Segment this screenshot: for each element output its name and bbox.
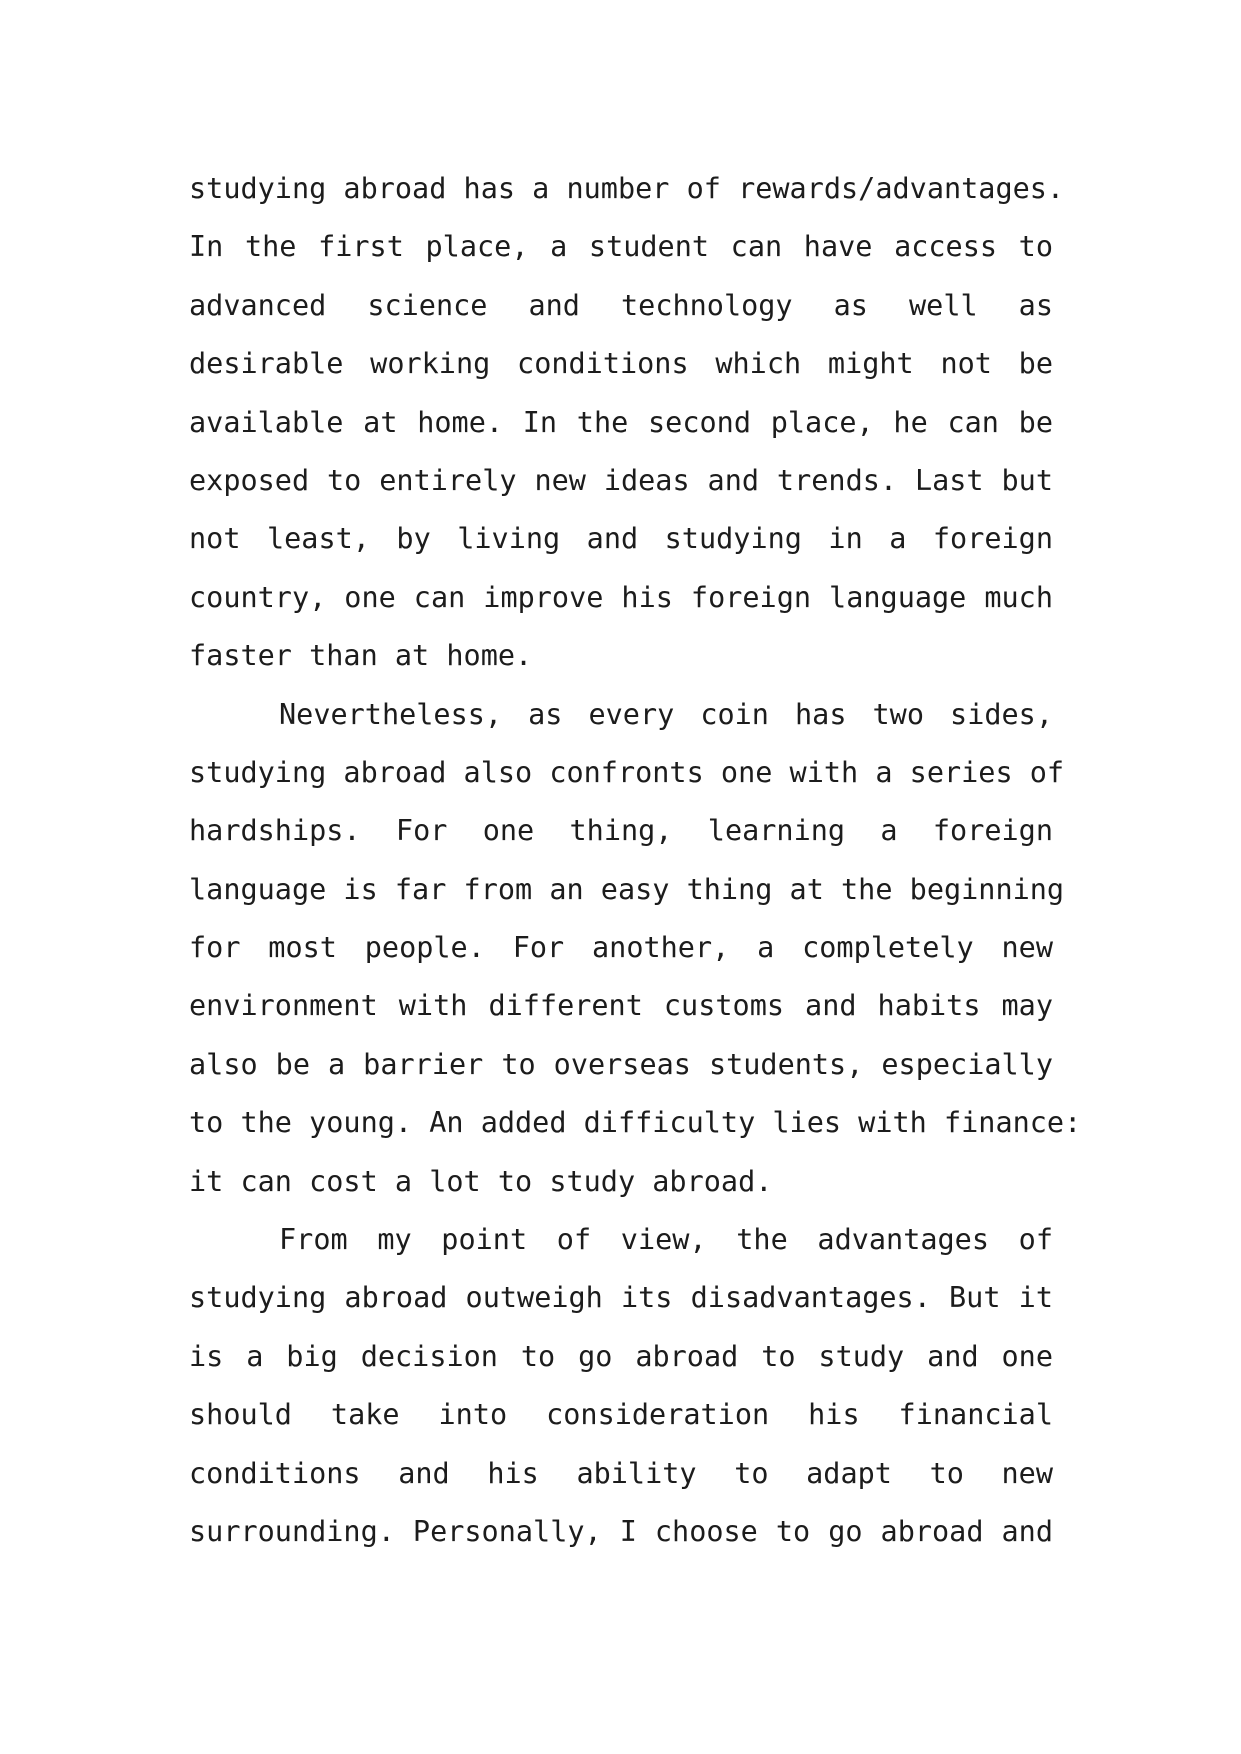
essay-body: [189, 160, 1082, 1561]
text-line: surrounding. Personally, I choose to go abroad and: [189, 1514, 1053, 1548]
paragraph-conclusion: [189, 1211, 1053, 1561]
text-line: it can cost a lot to study abroad.: [189, 1164, 773, 1198]
text-line: From my point of view, the advantages of: [279, 1223, 1053, 1257]
text-line: country, one can improve his foreign language much: [189, 580, 1053, 614]
text-line: advanced science and technology as well as: [189, 288, 1053, 322]
text-line: is a big decision to go abroad to study and one: [189, 1339, 1053, 1373]
text-line: studying abroad has a number of rewards/advantages.: [189, 172, 1065, 205]
text-line: desirable working conditions which might not be: [189, 347, 1053, 381]
text-line: not least, by living and studying in a foreign: [189, 522, 1053, 556]
text-line: Nevertheless, as every coin has two sides,: [279, 697, 1053, 731]
text-line: should take into consideration his financial: [189, 1398, 1053, 1432]
text-line: available at home. In the second place, he can be: [189, 405, 1053, 439]
text-line: for most people. For another, a completely new: [189, 931, 1053, 965]
text-line: to the young. An added difficulty lies with finance:: [189, 1106, 1082, 1140]
text-line: language is far from an easy thing at the beginning: [189, 872, 1065, 906]
text-line: studying abroad outweigh its disadvantages. But it: [189, 1281, 1053, 1315]
text-line: hardships. For one thing, learning a foreign: [189, 814, 1053, 848]
text-line: environment with different customs and habits may: [189, 989, 1053, 1023]
text-line: exposed to entirely new ideas and trends. Last but: [189, 463, 1053, 497]
text-line: conditions and his ability to adapt to new: [189, 1456, 1053, 1490]
text-line: also be a barrier to overseas students, especially: [189, 1047, 1053, 1081]
paragraph-advantages: [189, 160, 1065, 686]
text-line: In the first place, a student can have access to: [189, 230, 1053, 264]
text-line: faster than at home.: [189, 639, 533, 673]
text-line: studying abroad also confronts one with a series of: [189, 755, 1065, 789]
paragraph-hardships: [189, 686, 1082, 1212]
